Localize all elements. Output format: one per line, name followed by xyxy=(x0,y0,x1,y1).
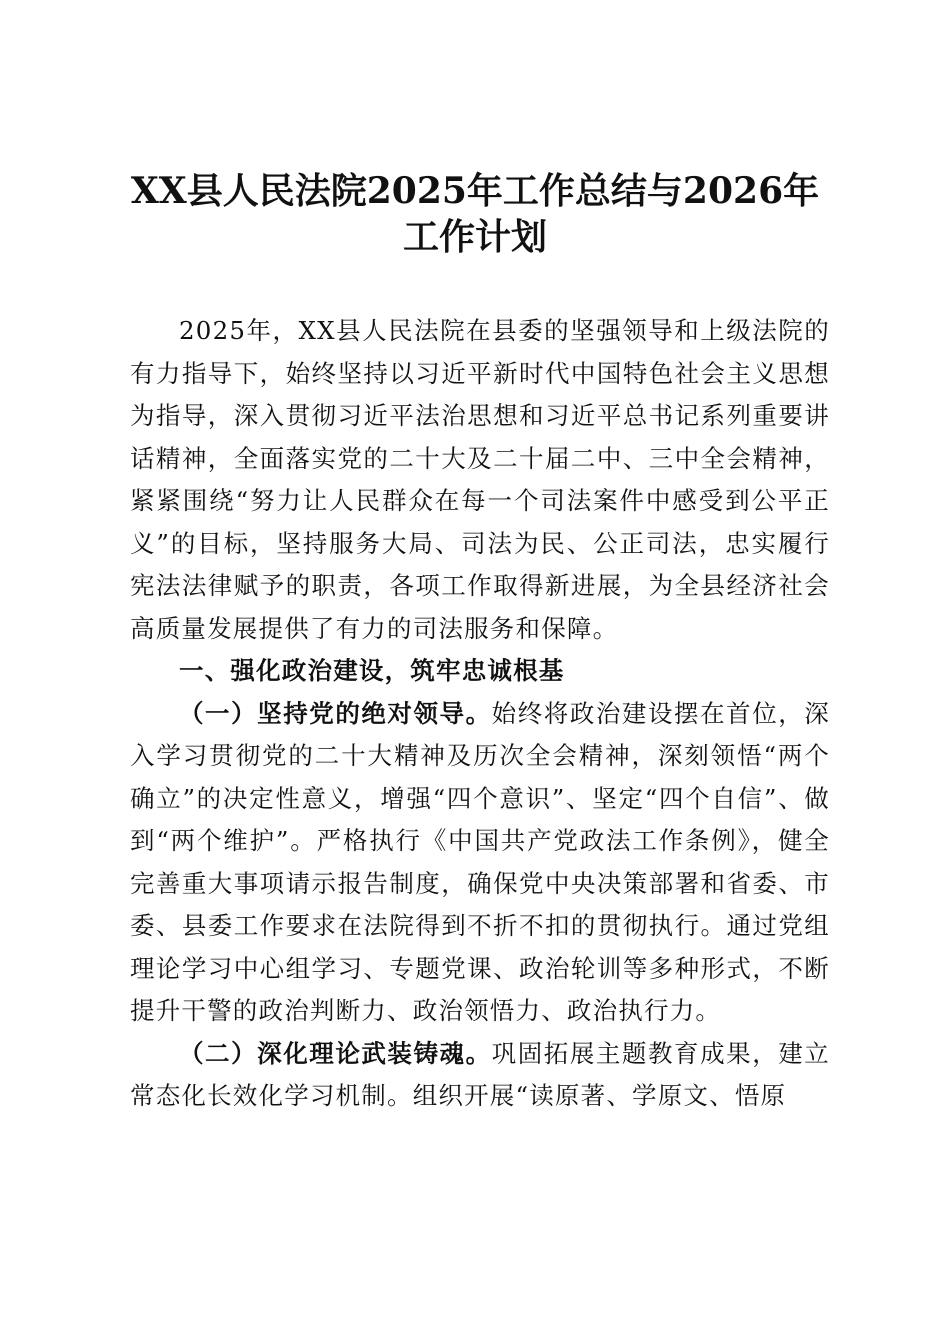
intro-paragraph: 2025年，XX县人民法院在县委的坚强领导和上级法院的有力指导下，始终坚持以习近平新时代中国特色社会主义思想为指导，深入贯彻习近平法治思想和习近平总书记系列重要讲话精神，全面落实党的二十大及二十届二中、三中全会精神，紧紧围绕“努力让人民群众在每一个司法案件中感受到公平正义”的目标，坚持服务大局、司法为民、公正司法，忠实履行宪法法律赋予的职责，各项工作取得新进展，为全县经济社会高质量发展提供了有力的司法服务和保障。 xyxy=(130,316,830,643)
section-item-1-lead: （一）坚持党的绝对领导。 xyxy=(179,698,492,728)
section-item-1 xyxy=(130,693,830,1033)
section-item-1-text: 始终将政治建设摆在首位，深入学习贯彻党的二十大精神及历次全会精神，深刻领悟“两个确立”的决定性意义，增强“四个意识”、坚定“四个自信”、做到“两个维护”。严格执行《中国共产党政法工作条例》，健全完善重大事项请示报告制度，确保党中央决策部署和省委、市委、县委工作要求在法院得到不折不扣的贯彻执行。通过党组理论学习中心组学习、专题党课、政治轮训等多种形式，不断提升干警的政治判断力、政治领悟力、政治执行力。 xyxy=(130,698,830,1025)
section-item-2-text: 巩固拓展主题教育成果，建立常态化长效化学习机制。组织开展“读原著、学原文、悟原 xyxy=(130,1038,830,1110)
document-title: XX县人民法院2025年工作总结与2026年工作计划 xyxy=(130,170,820,258)
document-body xyxy=(130,310,830,1118)
section-item-2 xyxy=(130,1033,830,1118)
section-heading-1: 一、强化政治建设，筑牢忠诚根基 xyxy=(179,656,565,685)
section-item-2-lead: （二）深化理论武装铸魂。 xyxy=(179,1038,492,1068)
